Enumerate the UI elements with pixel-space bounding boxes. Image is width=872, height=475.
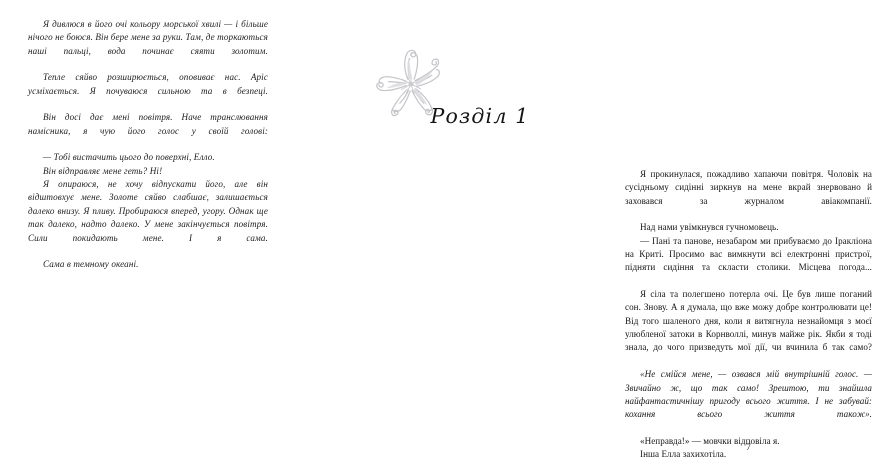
dialogue-paragraph: — Пані та панове, незабаром ми прибуваємо до Іракліона на Криті. Просимо вас вимкнути всі електронні пристрої, підняти сидіння та скласти столики. Місцева погода... <box>625 235 872 273</box>
right-page <box>300 0 872 475</box>
paragraph: Над нами увімкнувся гучномовець. <box>640 222 779 233</box>
chapter-header <box>300 0 600 160</box>
right-page-text-block <box>625 168 872 462</box>
paragraph: Тепле сяйво розширюється, оповиває нас. Аріс усміхається. Я почуваюся сильною та в безпеці. <box>28 72 268 96</box>
left-page <box>0 0 300 475</box>
paragraph: Він досі дає мені повітря. Наче транслювання намісника, я чую його голос у своїй голові: <box>28 112 268 136</box>
paragraph: Я дивлюся в його очі кольору морської хвилі — і більше нічого не боюся. Він бере мене за руки. Там, де торкаються наші пальці, вода починає сяяти золотим. <box>28 19 268 56</box>
dialogue-line: — Тобі вистачить цього до поверхні, Елло. <box>43 152 215 163</box>
left-page-text-block <box>28 18 268 272</box>
paragraph: Він відправляє мене геть? Ні! <box>43 165 163 176</box>
paragraph: Я опираюся, не хочу відпускати його, але він відштовхує мене. Золоте сяйво слабшає, залишається далеко внизу. Я пливу. Пробираюся вперед, угору. Однак ще так далеко, надто далеко. У мене закінчується повітря. Сили покидають мене. І я сама. <box>28 179 268 243</box>
page-number: 7 <box>746 443 751 453</box>
chapter-title: Розділ 1 <box>430 104 530 128</box>
paragraph: «Неправда!» — мовчки відповіла я. <box>640 435 780 446</box>
paragraph: Інша Елла захихотіла. <box>640 449 727 460</box>
paragraph: Я сіла та полегшено потерла очі. Це був лише поганий сон. Знову. А я думала, що вже можу добре контролювати це! Від того шаленого дня, коли я витягнула незнайомця з моєї улюбленої затоки в Корнволлі, минув майже рік. Якби я тоді знала, до чого призведуть мої дії, чи вчинила б так само? <box>625 289 872 353</box>
inner-voice-paragraph: «Не смійся мене, — озвався мій внутрішній голос. — Звичайно ж, що так само! Зрештою, ти знайшла найфантастичнішу пригоду всього життя. І не забувай: кохання всього життя також». <box>625 369 872 420</box>
paragraph: Я прокинулася, пожадливо хапаючи повітря. Чоловік на сусідньому сидінні зиркнув на мене вкрай знервовано й заховався за журналом авіакомпанії. <box>625 169 872 206</box>
paragraph: Сама в темному океані. <box>43 259 139 270</box>
